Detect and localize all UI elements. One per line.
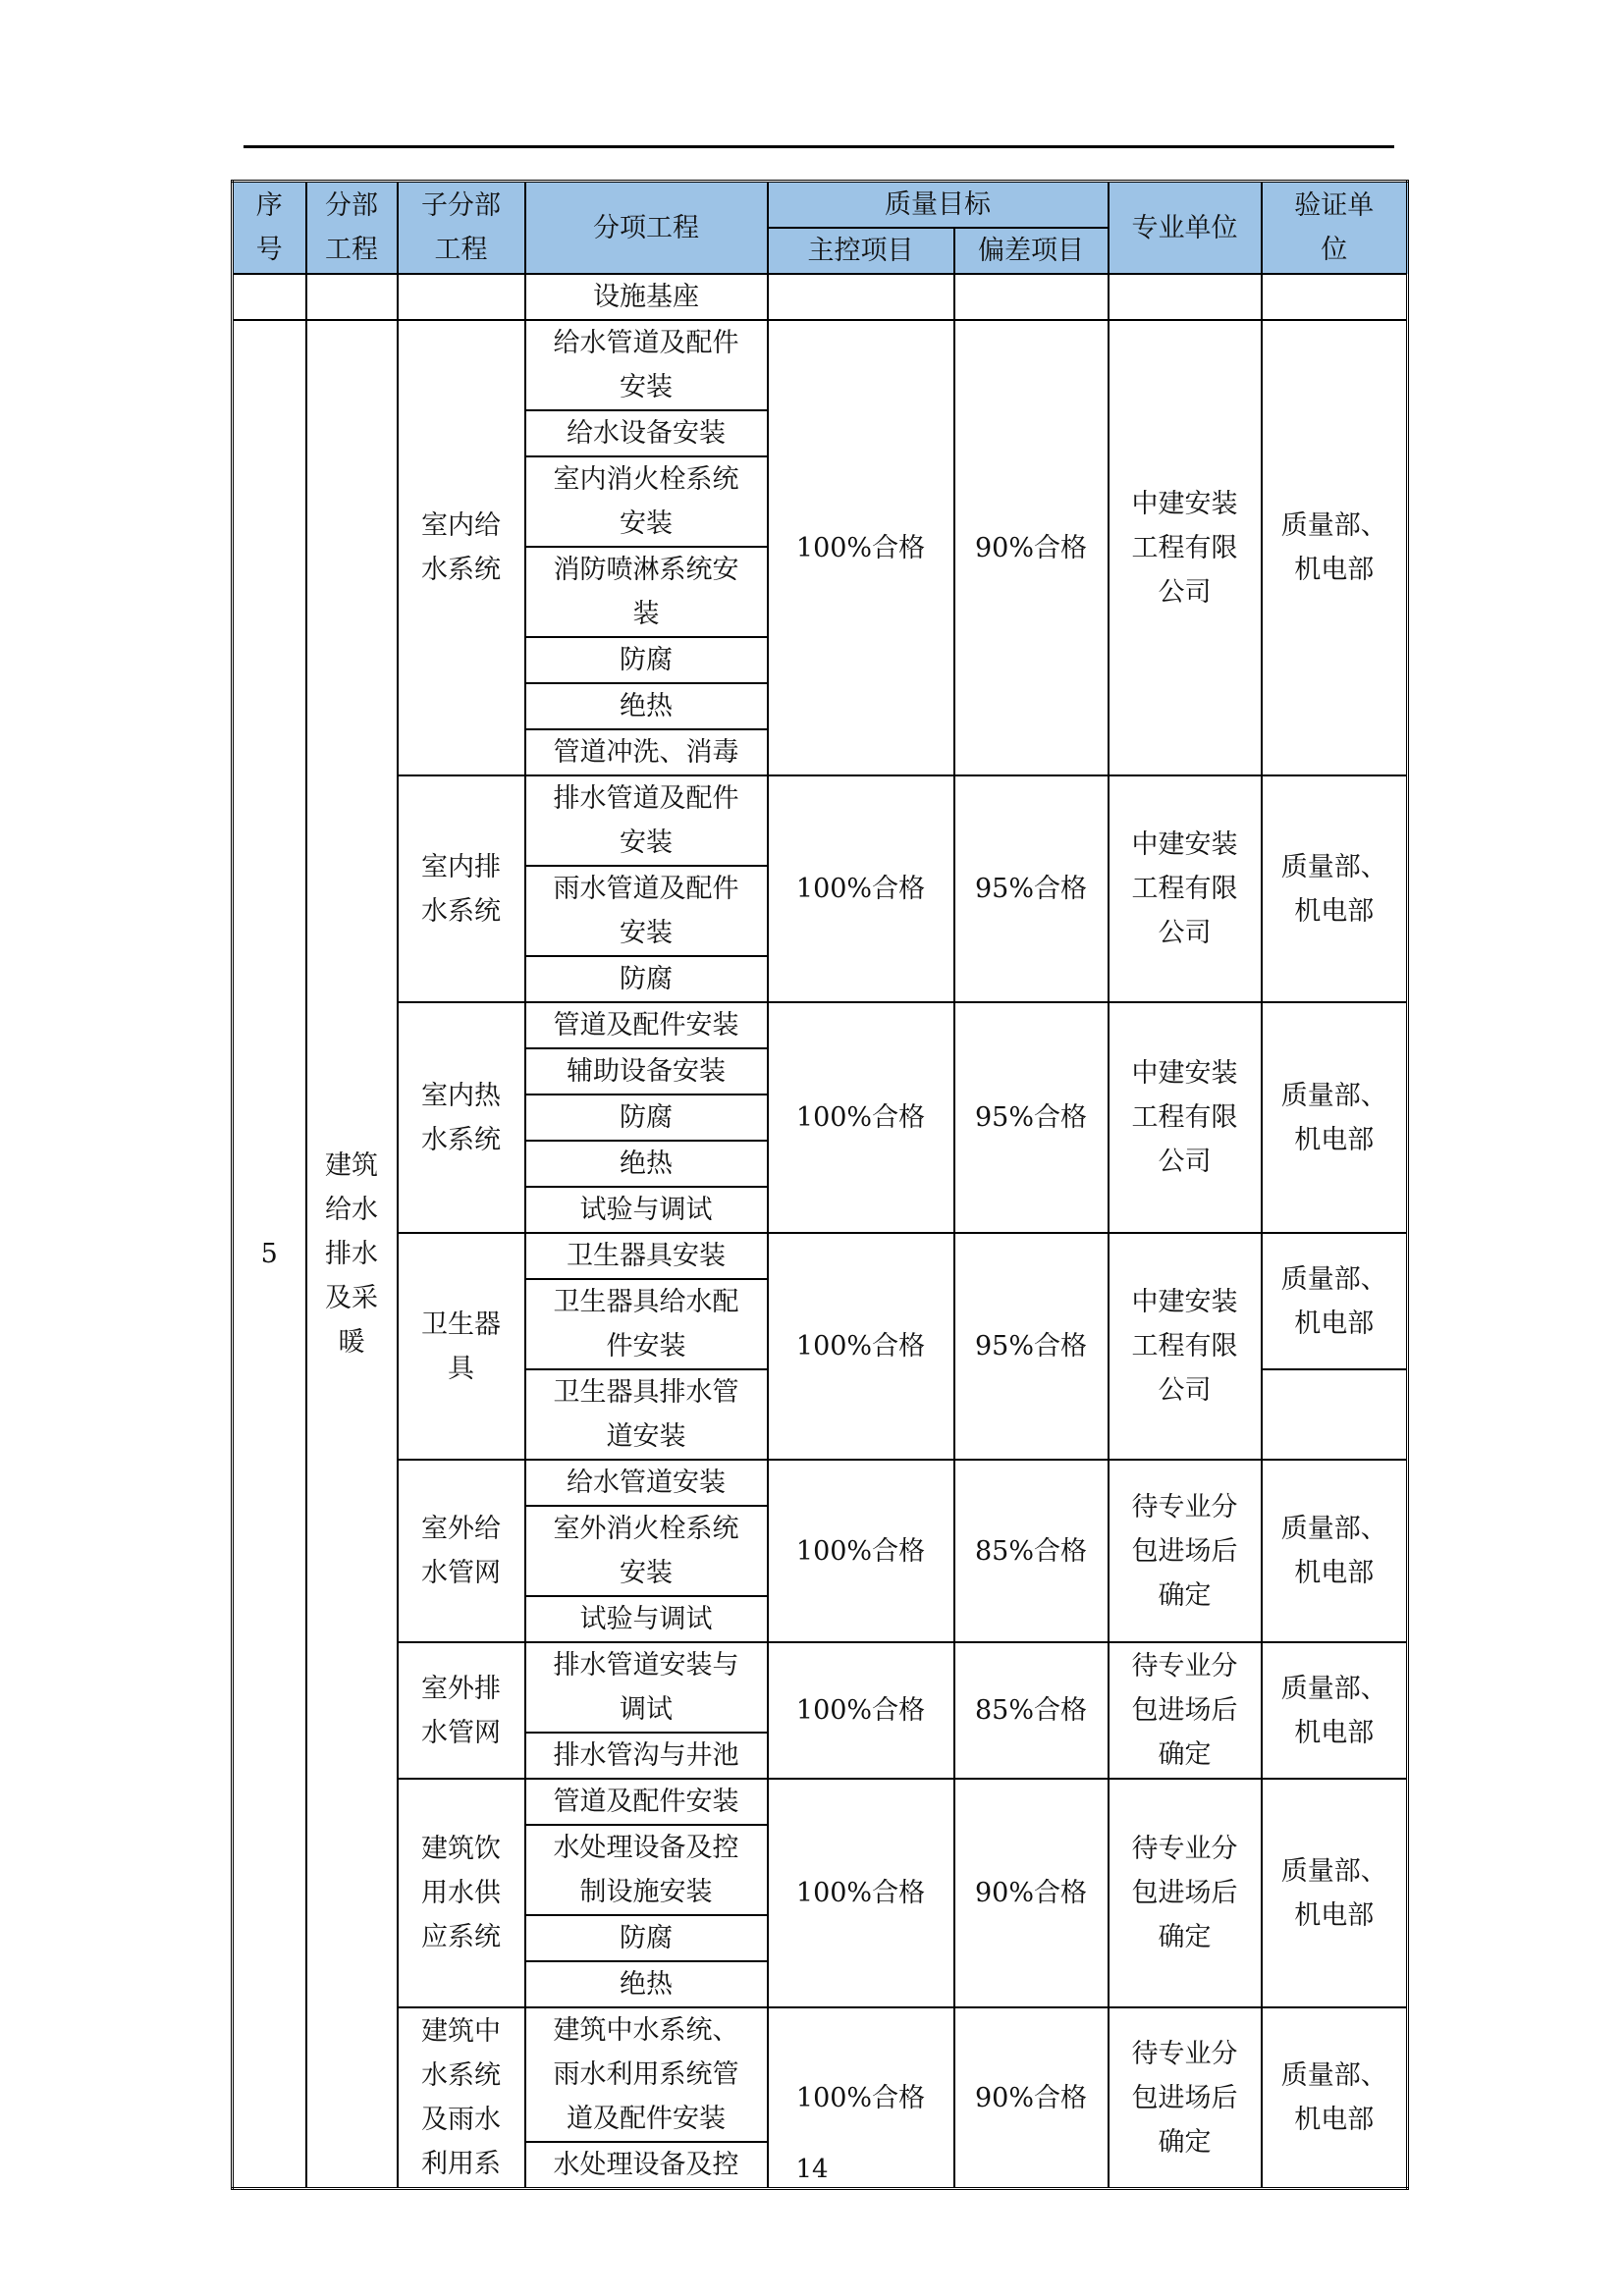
- verify-unit-cell: 质量部、机电部: [1262, 1779, 1408, 2007]
- item-cell: 卫生器具给水配件安装: [525, 1279, 768, 1369]
- header-subdivision: 子分部工程: [398, 182, 525, 275]
- table-row: [233, 1233, 1408, 1279]
- item-cell: 室内消火栓系统安装: [525, 456, 768, 547]
- main-control-cell: 100%合格: [768, 1002, 954, 1233]
- header-seq: 序号: [233, 182, 306, 275]
- item-cell: 设施基座: [525, 274, 768, 320]
- quality-target-table: [231, 180, 1409, 2190]
- table-row: [233, 775, 1408, 866]
- item-cell: 试验与调试: [525, 1187, 768, 1233]
- item-cell: 辅助设备安装: [525, 1048, 768, 1095]
- main-control-cell: 100%合格: [768, 1460, 954, 1642]
- specialist-unit-cell: 待专业分包进场后确定: [1109, 1779, 1262, 2007]
- verify-unit-cell: 质量部、机电部: [1262, 2007, 1408, 2189]
- table-row: [233, 2007, 1408, 2142]
- item-cell: 绝热: [525, 683, 768, 729]
- item-cell: 室外消火栓系统安装: [525, 1506, 768, 1596]
- main-control-cell: 100%合格: [768, 1233, 954, 1460]
- subdivision-cell: 室外排水管网: [398, 1642, 525, 1779]
- item-cell: 管道及配件安装: [525, 1779, 768, 1825]
- header-quality-target: 质量目标: [768, 182, 1109, 229]
- item-cell: 防腐: [525, 1095, 768, 1141]
- header-deviation: 偏差项目: [954, 228, 1109, 274]
- specialist-unit-cell: 中建安装工程有限公司: [1109, 320, 1262, 775]
- item-cell: 绝热: [525, 1961, 768, 2007]
- item-cell: 雨水管道及配件安装: [525, 866, 768, 956]
- deviation-cell: 95%合格: [954, 1233, 1109, 1460]
- item-cell: 管道冲洗、消毒: [525, 729, 768, 775]
- subdivision-cell: 室外给水管网: [398, 1460, 525, 1642]
- item-cell: 排水管道及配件安装: [525, 775, 768, 866]
- item-cell: 管道及配件安装: [525, 1002, 768, 1048]
- item-cell: 绝热: [525, 1141, 768, 1187]
- deviation-cell: 95%合格: [954, 775, 1109, 1002]
- item-cell: 防腐: [525, 1915, 768, 1961]
- specialist-unit-cell: 中建安装工程有限公司: [1109, 1233, 1262, 1460]
- main-control-cell: 100%合格: [768, 775, 954, 1002]
- subdivision-cell: 建筑中水系统及雨水利用系: [398, 2007, 525, 2189]
- header-specialist-unit: 专业单位: [1109, 182, 1262, 275]
- specialist-unit-cell: 中建安装工程有限公司: [1109, 1002, 1262, 1233]
- specialist-unit-cell: 待专业分包进场后确定: [1109, 1642, 1262, 1779]
- deviation-cell: 95%合格: [954, 1002, 1109, 1233]
- header-item: 分项工程: [525, 182, 768, 275]
- subdivision-cell: 室内排水系统: [398, 775, 525, 1002]
- item-cell: 给水管道安装: [525, 1460, 768, 1506]
- item-cell: 建筑中水系统、雨水利用系统管道及配件安装: [525, 2007, 768, 2142]
- subdivision-cell: 室内给水系统: [398, 320, 525, 775]
- specialist-unit-cell: 中建安装工程有限公司: [1109, 775, 1262, 1002]
- table-row: [233, 1460, 1408, 1506]
- main-control-cell: 100%合格: [768, 1642, 954, 1779]
- item-cell: 卫生器具排水管道安装: [525, 1369, 768, 1460]
- table-row: [233, 320, 1408, 410]
- deviation-cell: 90%合格: [954, 320, 1109, 775]
- page-number: 14: [795, 2155, 829, 2184]
- division-cell: 建筑给水排水及采暖: [306, 320, 398, 2189]
- item-cell: 卫生器具安装: [525, 1233, 768, 1279]
- header-rule: [244, 145, 1394, 148]
- table-row: [233, 1002, 1408, 1048]
- header-main-control: 主控项目: [768, 228, 954, 274]
- verify-unit-cell: 质量部、机电部: [1262, 1460, 1408, 1642]
- item-cell: 给水管道及配件安装: [525, 320, 768, 410]
- verify-unit-cell: 质量部、机电部: [1262, 320, 1408, 775]
- item-cell: 给水设备安装: [525, 410, 768, 456]
- specialist-unit-cell: 待专业分包进场后确定: [1109, 2007, 1262, 2189]
- table-row: [233, 274, 1408, 320]
- header-division: 分部工程: [306, 182, 398, 275]
- deviation-cell: 85%合格: [954, 1460, 1109, 1642]
- subdivision-cell: 室内热水系统: [398, 1002, 525, 1233]
- item-cell: 消防喷淋系统安装: [525, 547, 768, 637]
- deviation-cell: 85%合格: [954, 1642, 1109, 1779]
- deviation-cell: 90%合格: [954, 1779, 1109, 2007]
- item-cell: 排水管道安装与调试: [525, 1642, 768, 1733]
- verify-unit-cell: 质量部、机电部: [1262, 1642, 1408, 1779]
- main-control-cell: 100%合格: [768, 320, 954, 775]
- table-row: [233, 1642, 1408, 1733]
- item-cell: 水处理设备及控制设施安装: [525, 1825, 768, 1915]
- deviation-cell: 90%合格: [954, 2007, 1109, 2189]
- subdivision-cell: 建筑饮用水供应系统: [398, 1779, 525, 2007]
- item-cell: 排水管沟与井池: [525, 1733, 768, 1779]
- seq-cell: 5: [233, 320, 306, 2189]
- verify-unit-cell: 质量部、机电部: [1262, 1002, 1408, 1233]
- header-verify-unit: 验证单位: [1262, 182, 1408, 275]
- main-control-cell: 100%合格: [768, 2007, 954, 2189]
- verify-unit-cell-empty: [1262, 1369, 1408, 1460]
- table-row: [233, 1779, 1408, 1825]
- specialist-unit-cell: 待专业分包进场后确定: [1109, 1460, 1262, 1642]
- item-cell: 防腐: [525, 637, 768, 683]
- item-cell: 水处理设备及控: [525, 2142, 768, 2189]
- main-control-cell: 100%合格: [768, 1779, 954, 2007]
- verify-unit-cell: 质量部、机电部: [1262, 775, 1408, 1002]
- item-cell: 试验与调试: [525, 1596, 768, 1642]
- subdivision-cell: 卫生器具: [398, 1233, 525, 1460]
- verify-unit-cell: 质量部、机电部: [1262, 1233, 1408, 1369]
- item-cell: 防腐: [525, 956, 768, 1002]
